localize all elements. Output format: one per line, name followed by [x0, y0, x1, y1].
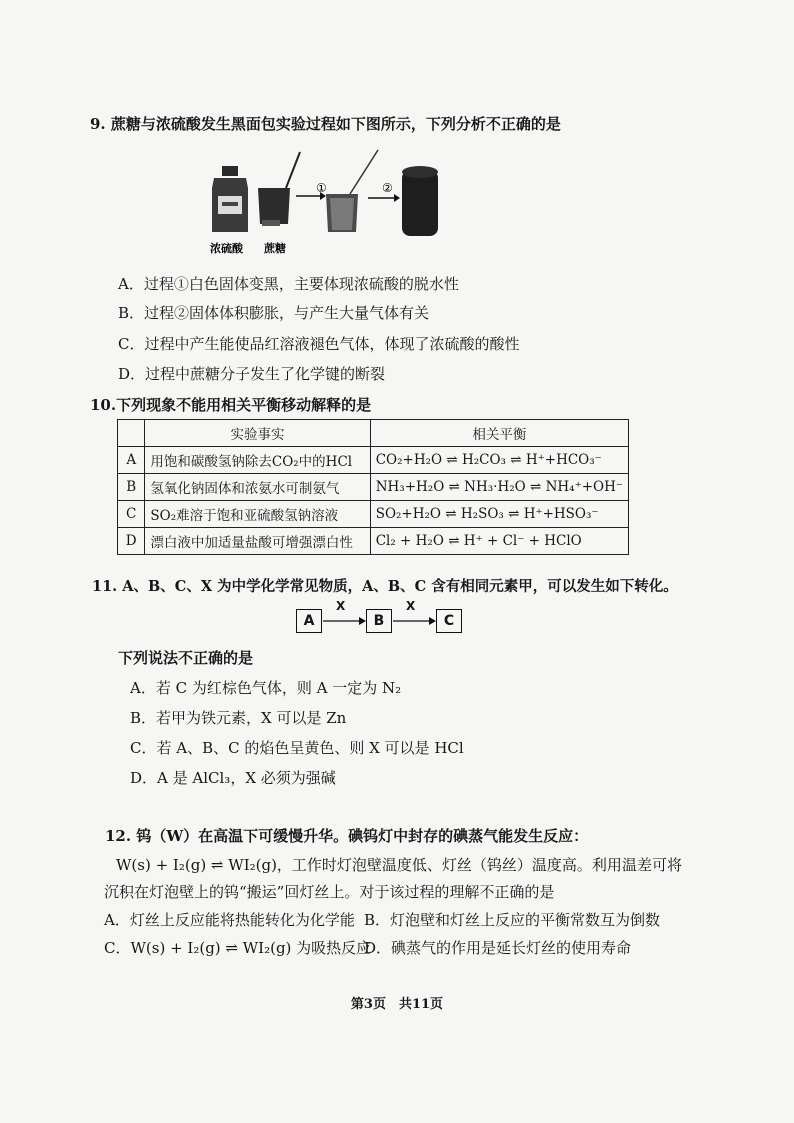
- table-row: [118, 474, 629, 501]
- table-cell: D: [118, 528, 145, 555]
- flow-box-c: C: [436, 609, 462, 633]
- table-row: [118, 528, 629, 555]
- q9-option-b: B．过程②固体体积膨胀，与产生大量气体有关: [118, 304, 430, 322]
- table-cell: 漂白液中加适量盐酸可增强漂白性: [145, 528, 370, 555]
- q10-table: [117, 419, 629, 555]
- table-cell: Cl₂ + H₂O ⇌ H⁺ + Cl⁻ + HClO: [370, 528, 628, 555]
- table-row: [118, 501, 629, 528]
- arrow-step2-icon: [368, 194, 400, 202]
- flow-x1-label: X: [336, 599, 346, 613]
- table-cell: B: [118, 474, 145, 501]
- q9-figure: [200, 148, 450, 258]
- q9-stem: 9. 蔗糖与浓硫酸发生黑面包实验过程如下图所示，下列分析不正确的是: [90, 115, 561, 133]
- q11-option-b: B．若甲为铁元素，X 可以是 Zn: [130, 709, 347, 727]
- q10-stem: 10.下列现象不能用相关平衡移动解释的是: [90, 396, 372, 414]
- table-cell: CO₂+H₂O ⇌ H₂CO₃ ⇌ H⁺+HCO₃⁻: [370, 447, 628, 474]
- q12-option-b: B．灯泡壁和灯丝上反应的平衡常数互为倒数: [364, 911, 661, 929]
- q11-option-d: D．A 是 AlCl₃，X 必须为强碱: [130, 769, 336, 787]
- table-cell: 用饱和碳酸氢钠除去CO₂中的HCl: [145, 447, 370, 474]
- q12-stem: 12. 钨（W）在高温下可缓慢升华。碘钨灯中封存的碘蒸气能发生反应：: [105, 827, 589, 845]
- black-bread-icon: [402, 166, 438, 236]
- q12-option-c: C．W(s) + I₂(g) ⇌ WI₂(g) 为吸热反应: [104, 939, 372, 957]
- table-cell: A: [118, 447, 145, 474]
- table-cell: NH₃+H₂O ⇌ NH₃·H₂O ⇌ NH₄⁺+OH⁻: [370, 474, 628, 501]
- q12-option-a: A．灯丝上反应能将热能转化为化学能: [104, 911, 355, 929]
- q11-option-c: C．若 A、B、C 的焰色呈黄色、则 X 可以是 HCl: [130, 739, 464, 757]
- table-header-row: [118, 420, 629, 447]
- flow-box-a: A: [296, 609, 322, 633]
- acid-label: 浓硫酸: [210, 242, 243, 255]
- q12-line2: W(s) + I₂(g) ⇌ WI₂(g)，工作时灯泡壁温度低、灯丝（钨丝）温度高。利用温差可将: [116, 856, 682, 874]
- q12-line3: 沉积在灯泡壁上的钨“搬运”回灯丝上。对于该过程的理解不正确的是: [104, 883, 555, 901]
- table-header-cell: [118, 420, 145, 447]
- acid-bottle-icon: [212, 166, 248, 232]
- step1-label: ①: [316, 181, 327, 195]
- flow-box-b: B: [366, 609, 392, 633]
- table-cell: C: [118, 501, 145, 528]
- beaker-sugar-icon: [258, 152, 300, 226]
- q9-option-c: C．过程中产生能使品红溶液褪色气体，体现了浓硫酸的酸性: [118, 335, 520, 353]
- table-header-cell: 相关平衡: [370, 420, 628, 447]
- q11-sub: 下列说法不正确的是: [118, 649, 254, 667]
- q9-option-d: D．过程中蔗糖分子发生了化学键的断裂: [118, 365, 386, 383]
- beaker-black-icon: [326, 150, 378, 232]
- q12-option-d: D．碘蒸气的作用是延长灯丝的使用寿命: [364, 939, 632, 957]
- step2-label: ②: [382, 181, 393, 195]
- q11-stem: 11. A、B、C、X 为中学化学常见物质，A、B、C 含有相同元素甲，可以发生如下转化。: [92, 578, 678, 595]
- q9-option-a: A．过程①白色固体变黑，主要体现浓硫酸的脱水性: [118, 275, 459, 293]
- table-row: [118, 447, 629, 474]
- table-cell: SO₂难溶于饱和亚硫酸氢钠溶液: [145, 501, 370, 528]
- page-footer: 第3页 共11页: [350, 997, 444, 1012]
- q11-flow-diagram: [296, 599, 466, 637]
- table-header-cell: 实验事实: [145, 420, 370, 447]
- table-cell: SO₂+H₂O ⇌ H₂SO₃ ⇌ H⁺+HSO₃⁻: [370, 501, 628, 528]
- table-cell: 氢氧化钠固体和浓氨水可制氨气: [145, 474, 370, 501]
- q11-option-a: A．若 C 为红棕色气体，则 A 一定为 N₂: [130, 679, 402, 697]
- sugar-label: 蔗糖: [264, 242, 286, 255]
- flow-x2-label: X: [406, 599, 416, 613]
